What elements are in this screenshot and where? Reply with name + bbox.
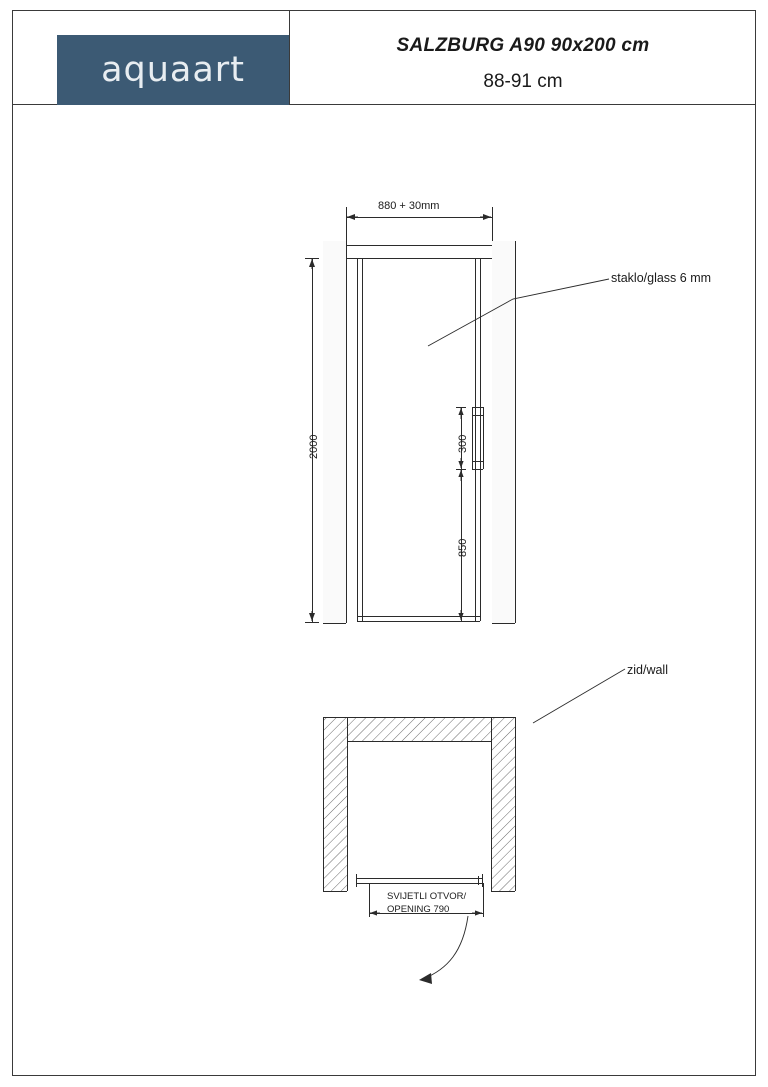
plan-opening-label-line1: SVIJETLI OTVOR/ — [387, 891, 467, 902]
top-dimension-label: 880 + 30mm — [378, 200, 440, 212]
plan-opening-ext-right — [483, 883, 484, 917]
handle-bottom — [472, 469, 483, 470]
plan-wall-right-outer — [515, 717, 516, 891]
plan-opening-ext-left — [369, 883, 370, 917]
plan-wall-left-bottom — [323, 891, 347, 892]
glass-callout-label: staklo/glass 6 mm — [611, 271, 712, 285]
handle-height-dimension-tick-bottom — [456, 621, 466, 622]
plan-opening-label-line2: OPENING 790 — [387, 904, 450, 915]
plan-wall-top-outer — [323, 717, 515, 718]
door-hinge-stile — [357, 258, 358, 621]
height-dimension-tick-bottom — [305, 622, 319, 623]
top-dimension-ext-left — [346, 207, 347, 245]
door-leading-edge — [475, 258, 476, 621]
door-hinge-stile-inner — [362, 258, 363, 621]
drawing-sheet — [12, 10, 756, 1076]
plan-door-line-top — [356, 878, 482, 879]
handle-dimension-label: 300 — [457, 434, 469, 453]
handle-mount-bottom — [472, 461, 483, 462]
door-leading-edge-inner — [480, 258, 481, 621]
plan-wall-top-inner — [347, 741, 491, 742]
top-dimension-ext-right — [492, 207, 493, 245]
handle-height-dimension-label: 850 — [457, 538, 469, 557]
elevation-header-bottom — [346, 258, 492, 259]
plan-wall-left-inner — [347, 717, 348, 891]
plan-wall-right-bottom — [491, 891, 515, 892]
elevation-left-wall-top — [323, 241, 346, 242]
handle-top — [472, 407, 483, 408]
handle-dimension-tick-top — [456, 407, 466, 408]
drawing-overlay — [13, 11, 757, 1077]
wall-callout-label: zid/wall — [627, 663, 668, 677]
drawing-title-range: 88-91 cm — [483, 71, 563, 92]
handle-outer-right — [483, 407, 484, 469]
top-dimension-line — [346, 217, 492, 218]
height-dimension-label: 2000 — [308, 434, 320, 459]
plan-hinge-marker — [356, 874, 357, 887]
title-block-divider — [289, 11, 290, 105]
plan-wall-right-inner — [491, 717, 492, 891]
brand-logo — [57, 35, 289, 105]
handle-mount-top — [472, 415, 483, 416]
drawing-title-model: SALZBURG A90 90x200 cm — [396, 35, 650, 56]
height-dimension-tick-top — [305, 258, 319, 259]
plan-door-line-bottom — [356, 883, 482, 884]
elevation-left-wall-inner — [346, 241, 347, 623]
elevation-right-wall-outer — [515, 241, 516, 623]
elevation-right-wall-top — [492, 241, 515, 242]
elevation-right-wall-bottom — [492, 623, 515, 624]
plan-wall-left-outer — [323, 717, 324, 891]
plan-handle-marker-inner — [478, 876, 479, 885]
brand-logo-text: aquaart — [101, 50, 245, 90]
title-block — [13, 11, 755, 105]
elevation-right-wall-inner — [492, 241, 493, 623]
handle-outer-left — [472, 407, 473, 469]
elevation-left-wall-bottom — [323, 623, 346, 624]
elevation-left-wall-outer — [323, 241, 324, 623]
drawing-title — [303, 35, 743, 93]
elevation-header-top — [346, 245, 492, 246]
